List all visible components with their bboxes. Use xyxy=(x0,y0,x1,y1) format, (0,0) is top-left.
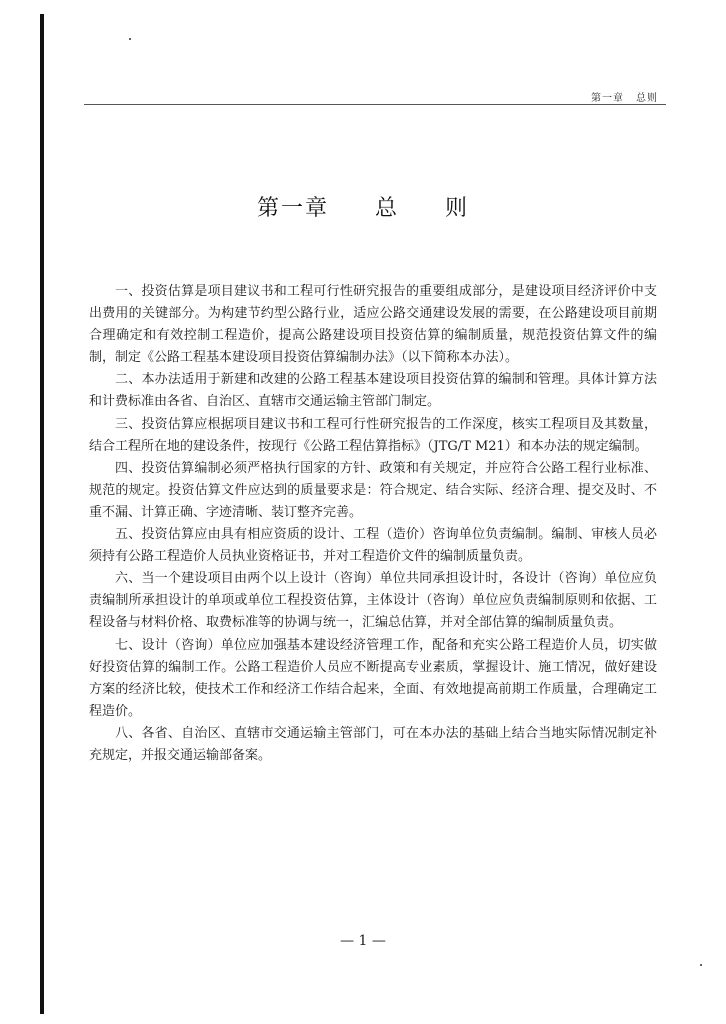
page-number: — 1 — xyxy=(340,933,386,949)
running-head-chapter: 第一章 xyxy=(591,93,624,104)
paragraph: 七、设计（咨询）单位应加强基本建设经济管理工作，配备和充实公路工程造价人员，切实做好投资估算的编制工作。公路工程造价人员应不断提高专业素质，掌握设计、施工情况，做好建设方案的经济比较，使技术工作和经济工作结合起来，全面、有效地提高前期工作质量，合理确定工程造价。 xyxy=(89,637,657,719)
paragraph: 二、本办法适用于新建和改建的公路工程基本建设项目投资估算的编制和管理。具体计算方法和计费标准由各省、自治区、直辖市交通运输主管部门制定。 xyxy=(89,372,657,410)
paragraph: 四、投资估算编制必须严格执行国家的方针、政策和有关规定，并应符合公路工程行业标准、规范的规定。投资估算文件应达到的质量要求是：符合规定、结合实际、经济合理、提交及时、不重不漏、计算正确、字迹清晰、装订整齐完善。 xyxy=(89,460,657,520)
paragraph: 八、各省、自治区、直辖市交通运输主管部门，可在本办法的基础上结合当地实际情况制定补充规定，并报交通运输部备案。 xyxy=(89,725,657,763)
binding-edge xyxy=(40,14,44,1014)
chapter-title-word-1: 总 xyxy=(374,196,399,221)
paragraph: 六、当一个建设项目由两个以上设计（咨询）单位共同承担设计时，各设计（咨询）单位应负责编制所承担设计的单项或单位工程投资估算，主体设计（咨询）单位应负责编制原则和依据、工程设备与材料价格、取费标准等的协调与统一，汇编总估算，并对全部估算的编制质量负责。 xyxy=(89,571,657,631)
running-head-section: 总则 xyxy=(636,93,658,104)
scan-speck xyxy=(700,964,702,966)
chapter-title xyxy=(0,191,726,222)
chapter-title-number: 第一章 xyxy=(256,196,329,221)
header-rule xyxy=(84,104,666,105)
paragraph: 一、投资估算是项目建议书和工程可行性研究报告的重要组成部分，是建设项目经济评价中支出费用的关键部分。为构建节约型公路行业，适应公路交通建设发展的需要，在公路建设项目前期合理确定和有效控制工程造价，提高公路建设项目投资估算的编制质量，规范投资估算文件的编制，制定《公路工程基本建设项目投资估算编制办法》（以下简称本办法）。 xyxy=(89,284,657,366)
paragraph: 五、投资估算应由具有相应资质的设计、工程（造价）咨询单位负责编制。编制、审核人员必须持有公路工程造价人员执业资格证书，并对工程造价文件的编制质量负责。 xyxy=(89,527,657,565)
paragraph: 三、投资估算应根据项目建议书和工程可行性研究报告的工作深度，核实工程项目及其数量，结合工程所在地的建设条件，按现行《公路工程估算指标》（JTG/T M21）和本办法的规定编制。 xyxy=(89,416,657,454)
scan-speck xyxy=(129,38,131,40)
chapter-title-word-2: 则 xyxy=(445,196,470,221)
running-head xyxy=(591,89,658,104)
body-text xyxy=(89,281,657,767)
